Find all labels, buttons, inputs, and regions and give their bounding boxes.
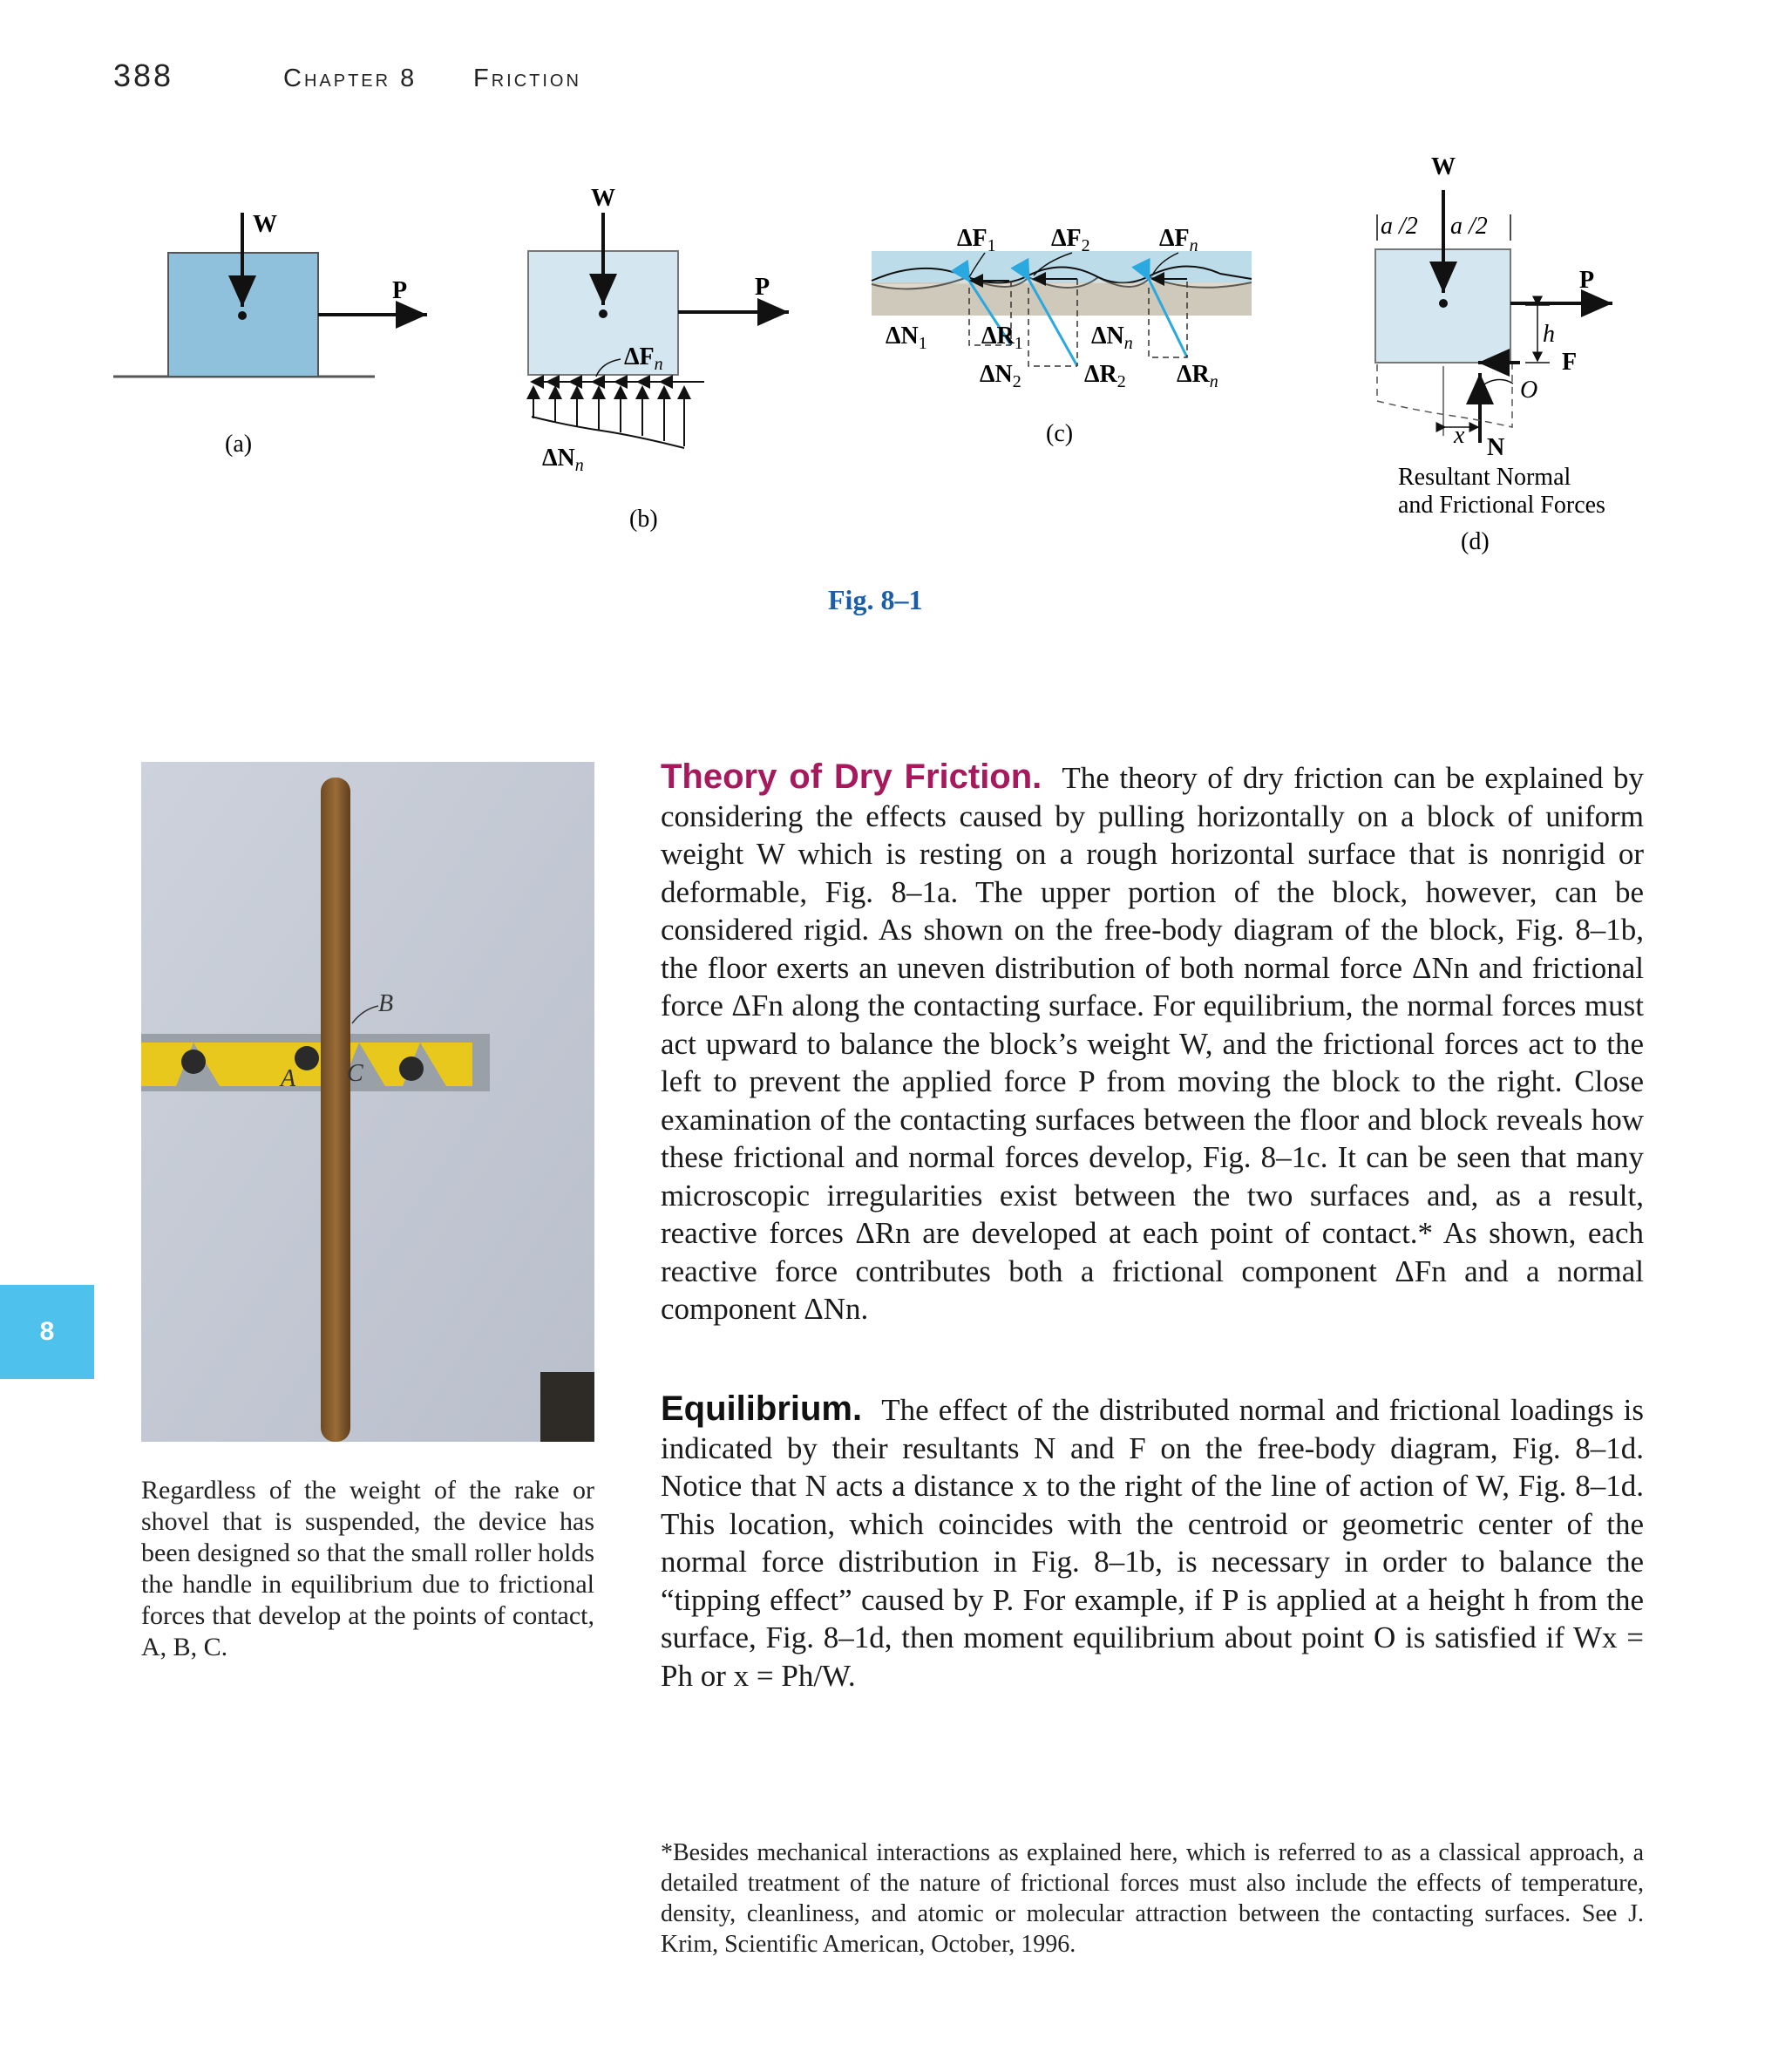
panel-a [113,211,427,458]
label-dN1: $\Delta N_1$ [886,323,927,353]
roller-device-photo [141,762,594,1442]
label-a-half-right: a /2 [1450,213,1488,240]
chapter-label: Chapter 8 [283,65,417,92]
normal-arrows [533,387,684,446]
photo-caption: Regardless of the weight of the rake or shovel that is suspended, the device has been designed so that the small roller holds the handle in equilibrium due to frictional forces that develop at the points of contact, A, B, C. [141,1476,594,1661]
chapter-tab: 8 [0,1285,94,1379]
center-dot [599,309,607,318]
moment-arc [1478,380,1513,391]
label-dNn: $\Delta N_n$ [1091,323,1133,353]
center-dot [238,311,247,320]
label-dFn: $\Delta F_n$ [1159,225,1198,255]
rake-handle [321,778,350,1442]
panel-d [1375,153,1612,555]
label-dF2: $\Delta F_2$ [1051,225,1090,255]
section-equilibrium [661,1390,1644,1695]
label-w: W [1431,153,1456,180]
section-heading-theory: Theory of Dry Friction. [661,757,1042,796]
label-f: F [1562,349,1578,376]
label-dR2: $\Delta R_2$ [1084,361,1126,391]
point-label-c: C [347,1060,363,1087]
label-dF1: $\Delta F_1$ [957,225,996,255]
section-heading-equilibrium: Equilibrium. [661,1389,863,1428]
resultant-caption-line1: Resultant Normal [1398,464,1571,491]
panel-label: (c) [1046,420,1074,447]
label-dN: $\Delta N_n$ [542,445,584,475]
label-n: N [1487,434,1505,461]
footnote: *Besides mechanical interactions as explained here, which is referred to as a classical approach, a detailed treatment of the nature of frictional forces must also include the effects of temperature, density, cleanliness, and atomic or molecular attraction between the contacting surfaces. See J. Krim, Scientific American, October, 1996. [661,1839,1644,1958]
panel-label: (d) [1461,528,1490,555]
label-dN2: $\Delta N_2$ [980,361,1021,391]
label-o: O [1520,377,1538,404]
dark-object [540,1372,594,1442]
section-text-theory: The theory of dry friction can be explained by considering the effects caused by pulling horizontally on a block of uniform weight W which is resting on a rough horizontal surface that is nonrigid or deformable, Fig. 8–1a. The upper portion of the block, however, can be considered rigid. As shown on the free-body diagram of the block, Fig. 8–1b, the floor exerts an uneven distribution of both normal force ΔNn and frictional force ΔFn along the contacting surface. For equilibrium, the normal forces must act upward to balance the block’s weight W, and the frictional forces act to the left to prevent the applied force P from moving the block to the right. Close examination of the contacting surfaces between the floor and block reveals how these frictional and normal forces develop, Fig. 8–1c. It can be seen that many microscopic irregularities exist between the two surfaces and, as a result, reactive forces ΔRn are developed at each point of contact.* As shown, each reactive force contributes both a frictional component ΔFn and a normal component ΔNn. [661,761,1644,1326]
label-p: P [1579,267,1595,294]
panel-c [872,225,1252,447]
resultant-caption-line2: and Frictional Forces [1398,492,1605,519]
page-number: 388 [113,58,174,93]
panel-label: (a) [225,431,253,458]
point-label-a: A [281,1065,296,1092]
center-dot [1439,299,1448,308]
label-p: P [392,277,408,304]
label-x: x [1454,422,1465,449]
label-p: P [755,274,770,301]
point-label-b: B [378,990,394,1017]
section-text-equilibrium: The effect of the distributed normal and frictional loadings is indicated by their resultants N and F on the free-body diagram, Fig. 8–1d. Notice that N acts a distance x to the right of the line of action of W, Fig. 8–1d. This location, which coincides with the centroid or geometric center of the normal force distribution in Fig. 8–1b, is necessary in order to balance the “tipping effect” caused by P. For example, if P is applied at a height h from the surface, Fig. 8–1d, then moment equilibrium about point O is satisfied if Wx = Ph or x = Ph/W. [661,1393,1644,1693]
label-dR1: $\Delta R_1$ [981,323,1023,353]
figure-8-1 [0,131,1785,584]
figure-caption: Fig. 8–1 [828,584,923,615]
roller-knob [295,1046,319,1070]
roller-knob [399,1056,424,1081]
label-dRn: $\Delta R_n$ [1177,361,1218,391]
label-a-half-left: a /2 [1381,213,1418,240]
deformed-outline [1377,364,1512,427]
section-theory [661,758,1644,1328]
label-w: W [253,211,277,238]
wall-background [141,762,594,1442]
label-h: h [1543,321,1555,348]
panel-b [528,185,789,533]
distribution-curve [532,417,684,448]
panel-label: (b) [629,506,658,533]
chapter-title: Friction [473,65,581,92]
label-dF: $\Delta F_n$ [624,343,663,374]
label-w: W [591,185,615,212]
roller-knob [181,1050,206,1074]
